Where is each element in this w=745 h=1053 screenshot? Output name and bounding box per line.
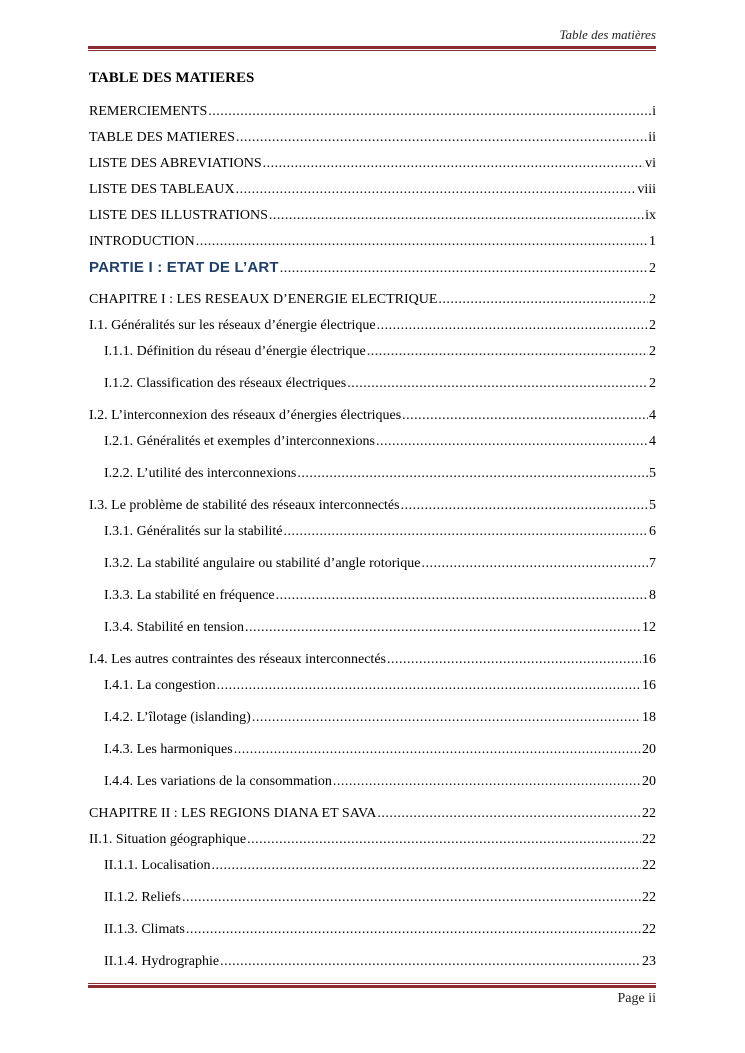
toc-entry-page: 5 (649, 498, 656, 513)
toc-entry-label: I.4.1. La congestion (104, 678, 216, 693)
toc-entry-label: I.2.2. L’utilité des interconnexions (104, 466, 297, 481)
toc-entry-chapter[interactable] (89, 290, 656, 310)
toc-leader (401, 496, 648, 516)
toc-entry-page: 18 (642, 710, 656, 725)
toc-entry[interactable] (104, 554, 656, 574)
toc-entry-label: INTRODUCTION (89, 234, 195, 249)
toc-leader (263, 154, 644, 174)
toc-entry[interactable] (104, 342, 656, 362)
toc-leader (387, 650, 641, 670)
toc-entry[interactable] (104, 374, 656, 394)
toc-leader (377, 316, 648, 336)
toc-leader (297, 464, 648, 484)
toc-entry[interactable] (104, 464, 656, 484)
toc-entry-label: I.2.1. Généralités et exemples d’interconnexions (104, 434, 375, 449)
toc-leader (367, 342, 648, 362)
toc-entry[interactable] (89, 154, 656, 174)
toc-entry-label: I.3.2. La stabilité angulaire ou stabilité d’angle rotorique (104, 556, 421, 571)
page-number: Page ii (617, 991, 656, 1006)
toc-entry[interactable] (89, 102, 656, 122)
toc-entry-label: II.1.1. Localisation (104, 858, 211, 873)
toc-entry[interactable] (104, 856, 656, 876)
toc-entry[interactable] (89, 232, 656, 252)
toc-entry-page: 2 (649, 344, 656, 359)
toc-leader (220, 952, 641, 972)
toc-entry-page: 1 (649, 234, 656, 249)
toc-entry-page: 8 (649, 588, 656, 603)
toc-entry[interactable] (104, 432, 656, 452)
toc-entry-label: II.1.2. Reliefs (104, 890, 181, 905)
toc-leader (376, 432, 648, 452)
toc-leader (283, 522, 648, 542)
toc-leader (196, 232, 648, 252)
footer-rule (88, 983, 656, 988)
toc-entry-label: CHAPITRE I : LES RESEAUX D’ENERGIE ELECTRIQUE (89, 292, 438, 307)
toc-entry-label: II.1.4. Hydrographie (104, 954, 220, 969)
toc-entry-page: ii (648, 130, 656, 145)
toc-entry-page: 6 (649, 524, 656, 539)
toc-entry-page: 22 (642, 890, 656, 905)
toc-entry[interactable] (104, 952, 656, 972)
toc-leader (276, 586, 648, 606)
toc-entry-page: ix (645, 208, 656, 223)
running-header: Table des matières (559, 27, 656, 42)
toc-leader (252, 708, 641, 728)
toc-entry[interactable] (104, 618, 656, 638)
toc-entry-page: 2 (649, 261, 656, 276)
toc-entry[interactable] (104, 740, 656, 760)
toc-entry-page: 22 (642, 806, 656, 821)
toc-entry-page: vi (645, 156, 656, 171)
toc-entry-page: i (652, 104, 656, 119)
toc-leader (234, 740, 641, 760)
toc-entry[interactable] (89, 206, 656, 226)
toc-leader (236, 128, 647, 148)
toc-entry-label: I.1.2. Classification des réseaux électriques (104, 376, 347, 391)
toc-entry-label: I.4. Les autres contraintes des réseaux interconnectés (89, 652, 386, 667)
toc-entry[interactable] (89, 406, 656, 426)
toc-entry[interactable] (89, 180, 656, 200)
toc-entry-label: I.3.4. Stabilité en tension (104, 620, 244, 635)
toc-entry[interactable] (104, 522, 656, 542)
toc-entry-page: 22 (642, 858, 656, 873)
toc-leader (269, 206, 644, 226)
toc-entry-page: 22 (642, 922, 656, 937)
toc-leader (280, 259, 648, 279)
toc-entry-label: REMERCIEMENTS (89, 104, 208, 119)
toc-leader (247, 830, 641, 850)
toc-entry-page: 7 (649, 556, 656, 571)
toc-leader (182, 888, 641, 908)
toc-entry-page: 22 (642, 832, 656, 847)
toc-entry-label: I.1.1. Définition du réseau d’énergie électrique (104, 344, 366, 359)
toc-entry-page: 23 (642, 954, 656, 969)
toc-leader (347, 374, 648, 394)
toc-leader (438, 290, 648, 310)
toc-entry[interactable] (104, 772, 656, 792)
toc-entry-label: LISTE DES ABREVIATIONS (89, 156, 262, 171)
toc-entry-label: I.4.2. L’îlotage (islanding) (104, 710, 251, 725)
toc-entry-label: II.1.3. Climats (104, 922, 185, 937)
toc-entry-label: LISTE DES ILLUSTRATIONS (89, 208, 268, 223)
toc-entry-page: 16 (642, 678, 656, 693)
toc-entry[interactable] (104, 676, 656, 696)
toc-entry-label: I.3.3. La stabilité en fréquence (104, 588, 275, 603)
toc-entry-label: TABLE DES MATIERES (89, 130, 235, 145)
toc-entry-label: I.1. Généralités sur les réseaux d’énergie électrique (89, 318, 376, 333)
toc-entry-page: 2 (649, 292, 656, 307)
toc-entry[interactable] (104, 708, 656, 728)
toc-entry[interactable] (89, 496, 656, 516)
toc-entry-page: 4 (649, 408, 656, 423)
toc-entry-label: I.4.4. Les variations de la consommation (104, 774, 332, 789)
toc-entry-page: 16 (642, 652, 656, 667)
toc-entry[interactable] (89, 650, 656, 670)
toc-entry-label: LISTE DES TABLEAUX (89, 182, 235, 197)
toc-entry-label: I.4.3. Les harmoniques (104, 742, 233, 757)
toc-entry-label: CHAPITRE II : LES REGIONS DIANA ET SAVA (89, 806, 377, 821)
toc-leader (421, 554, 648, 574)
toc-entry-label: I.3.1. Généralités sur la stabilité (104, 524, 283, 539)
toc-leader (333, 772, 641, 792)
toc-entry-page: 5 (649, 466, 656, 481)
toc-heading: TABLE DES MATIERES (89, 70, 255, 86)
toc-entry-page: 12 (642, 620, 656, 635)
toc-entry-label: I.2. L’interconnexion des réseaux d’énergies électriques (89, 408, 402, 423)
toc-entry-label: I.3. Le problème de stabilité des réseaux interconnectés (89, 498, 400, 513)
toc-entry-page: 20 (642, 742, 656, 757)
toc-entry[interactable] (89, 128, 656, 148)
toc-leader (212, 856, 641, 876)
toc-entry-chapter[interactable] (89, 804, 656, 824)
toc-entry[interactable] (104, 888, 656, 908)
toc-entry-part[interactable] (89, 258, 656, 278)
toc-entry-label: II.1. Situation géographique (89, 832, 247, 847)
toc-entry-page: viii (637, 182, 656, 197)
toc-entry[interactable] (104, 920, 656, 940)
toc-entry-label: PARTIE I : ETAT DE L’ART (89, 259, 279, 276)
toc-leader (377, 804, 641, 824)
toc-leader (186, 920, 641, 940)
toc-entry-page: 20 (642, 774, 656, 789)
toc-leader (402, 406, 648, 426)
toc-entry[interactable] (89, 316, 656, 336)
toc-entry-page: 2 (649, 318, 656, 333)
toc-entry[interactable] (104, 586, 656, 606)
toc-entry-page: 4 (649, 434, 656, 449)
toc-leader (236, 180, 637, 200)
toc-leader (208, 102, 651, 122)
toc-entry-page: 2 (649, 376, 656, 391)
header-rule (88, 46, 656, 51)
toc-leader (217, 676, 641, 696)
toc-entry[interactable] (89, 830, 656, 850)
toc-leader (245, 618, 641, 638)
